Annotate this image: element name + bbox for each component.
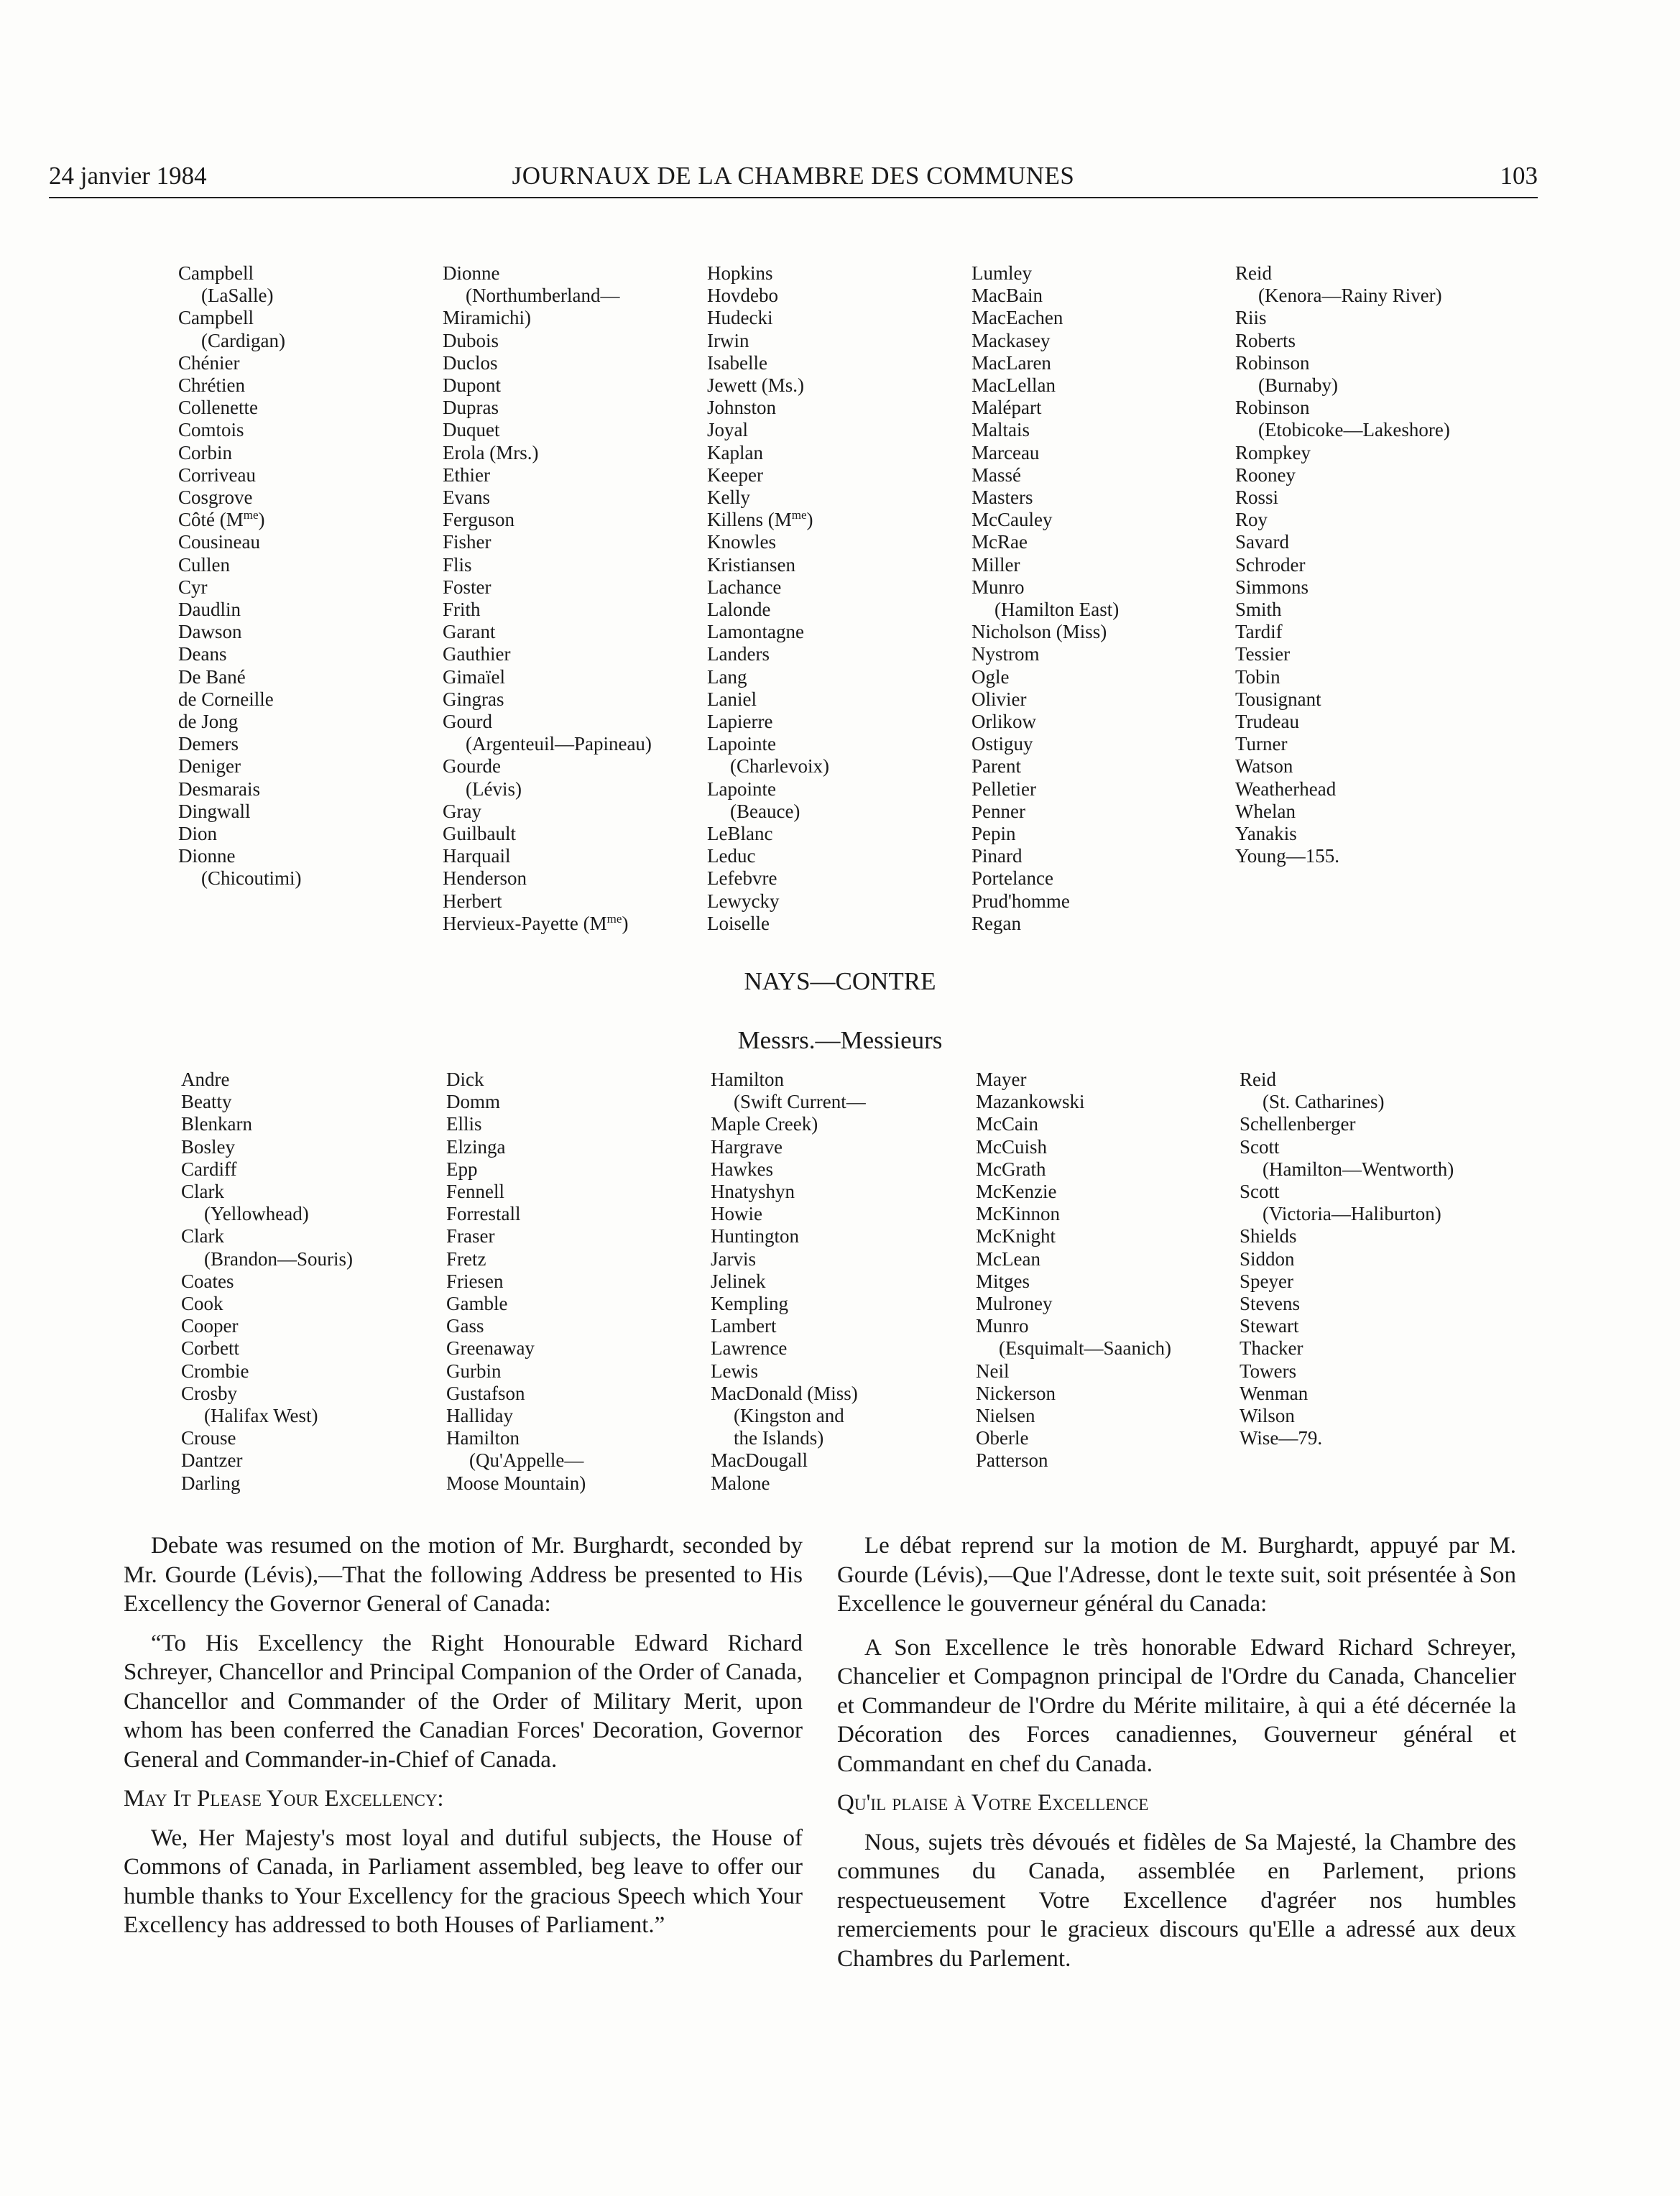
member-name: (Chicoutimi)	[201, 867, 302, 890]
member-name: Howie	[711, 1203, 762, 1225]
member-name: Schellenberger	[1240, 1113, 1356, 1135]
member-name: Johnston	[707, 397, 777, 419]
english-address-paragraph: “To His Excellency the Right Honourable Edward Richard Schreyer, Chancellor and Principal Companion of the Order of Canada, Chancellor and Commander of the Order of Military Merit, upon whom has been conferred the Canadian Forces' Decoration, Governor General and Commander-in-Chief of Canada.	[124, 1630, 803, 1773]
member-name: Corriveau	[178, 463, 256, 486]
member-name: Lalonde	[707, 599, 771, 621]
member-name: Lapointe	[707, 733, 776, 755]
member-name: Dion	[178, 823, 217, 845]
member-name: Nickerson	[976, 1382, 1056, 1404]
member-name: Turner	[1235, 733, 1288, 755]
member-name: Lawrence	[711, 1337, 788, 1360]
member-name: Smith	[1235, 599, 1282, 621]
member-name: Ellis	[446, 1113, 482, 1135]
member-name: Malone	[711, 1472, 770, 1494]
member-name: Nielsen	[976, 1405, 1035, 1427]
member-name: McCuish	[976, 1135, 1048, 1158]
nays-subheading: Messrs.—Messieurs	[737, 1026, 943, 1054]
member-name: Rompkey	[1235, 441, 1311, 463]
member-name: (Charlevoix)	[730, 755, 829, 778]
yeas-column-2	[443, 262, 716, 935]
member-name: Maple Creek)	[711, 1113, 818, 1135]
member-name: (Victoria—Haliburton)	[1263, 1203, 1441, 1225]
member-name: (Argenteuil—Papineau)	[466, 733, 652, 755]
member-name: Dionne	[443, 262, 500, 284]
member-name: de Jong	[178, 711, 239, 733]
member-name: Jewett (Ms.)	[707, 374, 804, 397]
member-name: Laniel	[707, 688, 757, 710]
member-name: Tousignant	[1235, 688, 1321, 710]
member-name: Lamontagne	[707, 621, 804, 643]
member-name: MacDonald (Miss)	[711, 1382, 858, 1404]
page-header	[49, 160, 1538, 198]
member-name: Huntington	[711, 1225, 800, 1247]
member-name: (Kingston and	[734, 1405, 844, 1427]
member-name: Hnatyshyn	[711, 1181, 795, 1203]
member-name: Hovdebo	[707, 285, 778, 307]
member-name: Lumley	[971, 262, 1032, 284]
member-name: Greenaway	[446, 1337, 535, 1360]
member-name: Mazankowski	[976, 1091, 1085, 1113]
french-motion-paragraph: Le débat reprend sur la motion de M. Burghardt, appuyé par M. Gourde (Lévis),—Que l'Adresse, dont le texte suit, soit présentée à Son Excellence le gouverneur général du Canada:	[837, 1533, 1516, 1617]
member-name: Masters	[971, 486, 1033, 509]
member-name: (Beauce)	[730, 800, 800, 822]
member-name: Côté $(M^{me})$	[178, 508, 265, 531]
member-name: Fraser	[446, 1225, 495, 1247]
member-name: Andre	[181, 1069, 230, 1090]
member-name: Fretz	[446, 1247, 486, 1270]
english-thanks-paragraph: We, Her Majesty's most loyal and dutiful subjects, the House of Commons of Canada, in Parliament assembled, beg leave to offer our humble thanks to Your Excellency for the gracious Speech which Your Excellency has addressed to both Houses of Parliament.”	[124, 1824, 803, 1938]
member-name: Leduc	[707, 845, 756, 867]
member-name: MacDougall	[711, 1449, 808, 1472]
member-name: Weatherhead	[1235, 778, 1337, 800]
member-name: Campbell	[178, 307, 254, 329]
member-name: Cyr	[178, 576, 208, 598]
member-name: Cousineau	[178, 531, 260, 553]
member-name: Dubois	[443, 329, 499, 351]
member-name: Lapointe	[707, 778, 776, 800]
member-name: Robinson	[1235, 397, 1310, 419]
member-name: Lewycky	[707, 890, 780, 912]
member-name: Dick	[446, 1069, 484, 1090]
member-name: Collenette	[178, 397, 258, 419]
member-name: Portelance	[971, 867, 1053, 890]
member-name: Neil	[976, 1360, 1010, 1382]
member-name: Miramichi)	[443, 307, 531, 329]
member-name: Scott	[1240, 1181, 1280, 1203]
member-name: Campbell	[178, 262, 254, 284]
member-name: Wilson	[1240, 1405, 1295, 1427]
member-name: Isabelle	[707, 351, 767, 374]
member-name: Jarvis	[711, 1247, 756, 1270]
member-name: Robinson	[1235, 351, 1310, 374]
member-name: Gray	[443, 800, 481, 822]
member-name: Gustafson	[446, 1382, 525, 1404]
member-name: Reid	[1240, 1069, 1276, 1090]
member-name: Lefebvre	[707, 867, 777, 890]
member-name: Cullen	[178, 553, 230, 576]
english-motion-paragraph: Debate was resumed on the motion of Mr. Burghardt, seconded by Mr. Gourde (Lévis),—That the following Address be presented to His Excellency the Governor General of Canada:	[124, 1533, 803, 1617]
nays-column-3	[711, 1069, 984, 1495]
member-name: Daudlin	[178, 599, 241, 621]
member-name: (Brandon—Souris)	[204, 1247, 353, 1270]
member-name: Tobin	[1235, 665, 1280, 688]
member-name: (LaSalle)	[201, 285, 274, 307]
member-name: Penner	[971, 800, 1025, 822]
member-name: the Islands)	[734, 1427, 824, 1449]
english-salutation: May It Please Your Excellency:	[124, 1786, 444, 1812]
member-name: (Hamilton East)	[994, 599, 1120, 621]
member-name: McKenzie	[976, 1181, 1057, 1203]
header-date: 24 janvier 1984	[49, 162, 207, 190]
yeas-column-5	[1235, 262, 1508, 867]
member-name: Dionne	[178, 845, 236, 867]
member-name: Mackasey	[971, 329, 1051, 351]
member-name: Mitges	[976, 1270, 1030, 1292]
member-name: McRae	[971, 531, 1028, 553]
member-name: Pelletier	[971, 778, 1036, 800]
member-name: Cosgrove	[178, 486, 253, 509]
nays-column-2	[446, 1069, 719, 1495]
member-name: Dingwall	[178, 800, 251, 822]
member-name: Comtois	[178, 419, 244, 441]
member-name: Beatty	[181, 1091, 232, 1113]
member-name: De Bané	[178, 665, 246, 688]
member-name: Kristiansen	[707, 553, 795, 576]
member-name: Evans	[443, 486, 490, 509]
member-name: (Yellowhead)	[204, 1203, 309, 1225]
member-name: Blenkarn	[181, 1113, 252, 1135]
member-name: Reid	[1235, 262, 1272, 284]
member-name: Tessier	[1235, 643, 1291, 665]
member-name: Herbert	[443, 890, 502, 912]
member-name: Gourde	[443, 755, 501, 778]
member-name: Patterson	[976, 1449, 1048, 1472]
member-name: Hargrave	[711, 1135, 783, 1158]
member-name: Rooney	[1235, 463, 1296, 486]
member-name: Roberts	[1235, 329, 1296, 351]
member-name: Clark	[181, 1181, 224, 1203]
member-name: Marceau	[971, 441, 1040, 463]
member-name: (Halifax West)	[204, 1405, 318, 1427]
member-name: Crouse	[181, 1427, 236, 1449]
member-name: Bosley	[181, 1135, 236, 1158]
member-name: Tardif	[1235, 621, 1283, 643]
member-name: Schroder	[1235, 553, 1306, 576]
member-name: Pinard	[971, 845, 1023, 867]
member-name: Lewis	[711, 1360, 758, 1382]
member-name: LeBlanc	[707, 823, 773, 845]
member-name: Rossi	[1235, 486, 1279, 509]
member-name: Halliday	[446, 1405, 513, 1427]
member-name: Kaplan	[707, 441, 763, 463]
member-name: Simmons	[1235, 576, 1309, 598]
member-name: Siddon	[1240, 1247, 1295, 1270]
member-name: Moose Mountain)	[446, 1472, 586, 1494]
member-name: (Hamilton—Wentworth)	[1263, 1158, 1454, 1180]
member-name: Olivier	[971, 688, 1027, 710]
member-name: Whelan	[1235, 800, 1296, 822]
member-name: Mulroney	[976, 1293, 1053, 1315]
member-name: Jelinek	[711, 1270, 766, 1292]
member-name: (Cardigan)	[201, 329, 285, 351]
member-name: Watson	[1235, 755, 1293, 778]
member-name: Keeper	[707, 463, 763, 486]
member-name: Fisher	[443, 531, 491, 553]
member-name: Flis	[443, 553, 472, 576]
member-name: MacLellan	[971, 374, 1056, 397]
member-name: Munro	[976, 1315, 1029, 1337]
member-name: Harquail	[443, 845, 511, 867]
member-name: Deniger	[178, 755, 241, 778]
member-name: Parent	[971, 755, 1021, 778]
member-name: Hawkes	[711, 1158, 773, 1180]
member-name: Mayer	[976, 1069, 1027, 1090]
member-name: Forrestall	[446, 1203, 521, 1225]
member-name: Lachance	[707, 576, 782, 598]
french-address	[837, 1531, 1516, 1983]
member-name: Clark	[181, 1225, 224, 1247]
member-name: (Lévis)	[466, 778, 522, 800]
member-name: Erola (Mrs.)	[443, 441, 539, 463]
nays-column-5	[1240, 1069, 1513, 1449]
member-name: Yanakis	[1235, 823, 1297, 845]
member-name: Scott	[1240, 1135, 1280, 1158]
member-name: Hudecki	[707, 307, 773, 329]
member-name: Stevens	[1240, 1293, 1300, 1315]
member-name: Nystrom	[971, 643, 1040, 665]
member-name: Fennell	[446, 1181, 504, 1203]
yeas-column-4	[971, 262, 1245, 935]
member-name: MacBain	[971, 285, 1043, 307]
member-name: (Northumberland—	[466, 285, 620, 307]
nays-heading: NAYS—CONTRE	[744, 967, 936, 995]
member-name: Dupras	[443, 397, 499, 419]
member-name: Ogle	[971, 665, 1010, 688]
member-name: McGrath	[976, 1158, 1046, 1180]
member-name: Hamilton	[711, 1069, 784, 1090]
member-name: Hervieux-Payette $(M^{me})$	[443, 911, 629, 934]
member-name: Prud'homme	[971, 890, 1070, 912]
member-name: (Swift Current—	[734, 1091, 866, 1113]
member-name: Joyal	[707, 419, 748, 441]
member-name: Ethier	[443, 463, 490, 486]
member-name: Roy	[1235, 509, 1268, 531]
member-name: Crosby	[181, 1382, 238, 1404]
member-name: Coates	[181, 1270, 234, 1292]
member-name: Miller	[971, 553, 1020, 576]
member-name: Speyer	[1240, 1270, 1293, 1292]
member-name: Henderson	[443, 867, 527, 890]
french-address-paragraph: A Son Excellence le très honorable Edward Richard Schreyer, Chancelier et Compagnon principal de l'Ordre du Canada, Chancelier et Commandeur de l'Ordre du Mérite militaire, à qui a été décernée la Décoration des Forces canadiennes, Gouverneur général et Commandant en chef du Canada.	[837, 1634, 1516, 1777]
member-name: Chrétien	[178, 374, 245, 397]
member-name: McKinnon	[976, 1203, 1060, 1225]
member-name: Ostiguy	[971, 733, 1033, 755]
member-name: Epp	[446, 1158, 478, 1180]
member-name: Duquet	[443, 419, 500, 441]
member-name: Friesen	[446, 1270, 504, 1292]
member-name: Malépart	[971, 397, 1042, 419]
french-salutation: Qu'il plaise à Votre Excellence	[837, 1790, 1149, 1816]
member-name: Crombie	[181, 1360, 249, 1382]
member-name: Shields	[1240, 1225, 1297, 1247]
member-name: Landers	[707, 643, 770, 665]
french-thanks-paragraph: Nous, sujets très dévoués et fidèles de Sa Majesté, la Chambre des communes du Canada, assemblée en Parlement, prions respectueusement Votre Excellence d'agréer nos humbles remerciements pour le gracieux discours qu'Elle a adressé aux deux Chambres du Parlement.	[837, 1829, 1516, 1972]
member-name: Wenman	[1240, 1382, 1309, 1404]
member-name: Corbett	[181, 1337, 239, 1360]
member-name: Frith	[443, 599, 481, 621]
member-name: Gauthier	[443, 643, 511, 665]
yeas-column-3	[707, 262, 980, 935]
member-name: Gurbin	[446, 1360, 502, 1382]
member-name: Riis	[1235, 307, 1267, 329]
member-name: Gimaïel	[443, 665, 505, 688]
journal-title: JOURNAUX DE LA CHAMBRE DES COMMUNES	[512, 162, 1075, 190]
member-name: Desmarais	[178, 778, 260, 800]
member-name: Gingras	[443, 688, 504, 710]
member-name: Foster	[443, 576, 491, 598]
member-name: Hamilton	[446, 1427, 520, 1449]
member-name: Lambert	[711, 1315, 777, 1337]
member-name: MacEachen	[971, 307, 1063, 329]
member-name: Oberle	[976, 1427, 1029, 1449]
member-name: Gamble	[446, 1293, 508, 1315]
member-name: McCain	[976, 1113, 1038, 1135]
member-name: (Qu'Appelle—	[469, 1449, 584, 1472]
member-name: Irwin	[707, 329, 749, 351]
yeas-column-1	[178, 262, 451, 890]
member-name: (Etobicoke—Lakeshore)	[1258, 419, 1450, 441]
member-name: Massé	[971, 463, 1021, 486]
english-address	[124, 1531, 803, 1950]
member-name: Kempling	[711, 1293, 788, 1315]
member-name: Killens $(M^{me})$	[707, 508, 813, 531]
member-name: Lang	[707, 665, 747, 688]
member-name: Maltais	[971, 419, 1030, 441]
member-name: Dupont	[443, 374, 501, 397]
member-name: MacLaren	[971, 351, 1051, 374]
member-name: Young—155.	[1235, 845, 1340, 867]
member-name: Trudeau	[1235, 711, 1300, 733]
member-name: Gass	[446, 1315, 484, 1337]
member-name: Stewart	[1240, 1315, 1299, 1337]
member-name: Chénier	[178, 351, 240, 374]
member-name: Wise—79.	[1240, 1427, 1323, 1449]
member-name: (Kenora—Rainy River)	[1258, 285, 1442, 307]
member-name: Kelly	[707, 486, 750, 509]
member-name: (Burnaby)	[1258, 374, 1338, 397]
member-name: Duclos	[443, 351, 498, 374]
member-name: Corbin	[178, 441, 233, 463]
member-name: Towers	[1240, 1360, 1297, 1382]
member-name: Dantzer	[181, 1449, 243, 1472]
member-name: Lapierre	[707, 711, 773, 733]
member-name: de Corneille	[178, 688, 274, 710]
member-name: Ferguson	[443, 509, 515, 531]
page-number: 103	[1500, 162, 1538, 190]
member-name: McCauley	[971, 509, 1053, 531]
member-name: Pepin	[971, 823, 1016, 845]
member-name: Demers	[178, 733, 239, 755]
member-name: Nicholson (Miss)	[971, 621, 1107, 643]
member-name: McLean	[976, 1247, 1040, 1270]
member-name: Munro	[971, 576, 1025, 598]
member-name: Deans	[178, 643, 227, 665]
member-name: Regan	[971, 912, 1021, 934]
member-name: Cooper	[181, 1315, 239, 1337]
member-name: Garant	[443, 621, 496, 643]
member-name: (Esquimalt—Saanich)	[999, 1337, 1171, 1360]
member-name: Cook	[181, 1293, 223, 1315]
member-name: Elzinga	[446, 1135, 506, 1158]
member-name: Thacker	[1240, 1337, 1303, 1360]
member-name: Hopkins	[707, 262, 773, 284]
member-name: Loiselle	[707, 912, 770, 934]
member-name: Cardiff	[181, 1158, 237, 1180]
member-name: Darling	[181, 1472, 241, 1494]
member-name: (St. Catharines)	[1263, 1091, 1385, 1113]
nays-column-1	[181, 1069, 454, 1495]
member-name: McKnight	[976, 1225, 1056, 1247]
member-name: Domm	[446, 1091, 501, 1113]
member-name: Savard	[1235, 531, 1289, 553]
nays-column-4	[976, 1069, 1249, 1472]
member-name: Orlikow	[971, 711, 1036, 733]
member-name: Dawson	[178, 621, 242, 643]
member-name: Gourd	[443, 711, 492, 733]
member-name: Guilbault	[443, 823, 516, 845]
member-name: Knowles	[707, 531, 776, 553]
